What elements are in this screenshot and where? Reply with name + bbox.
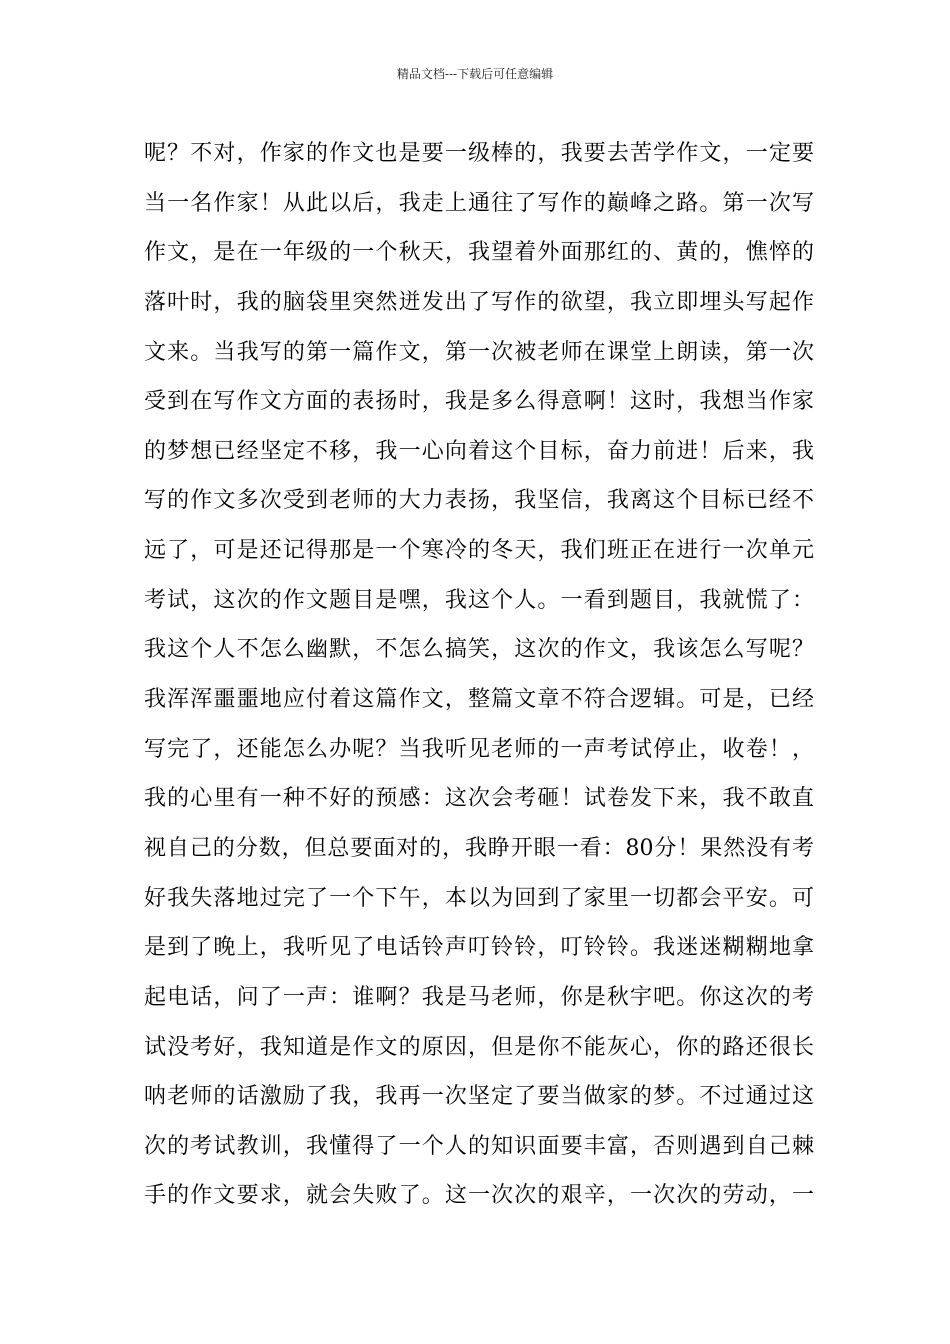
text-line: 写的作文多次受到老师的大力表扬，我坚信，我离这个目标已经不 [144,488,814,514]
text-line: 我的心里有一种不好的预感：这次会考砸！试卷发下来，我不敢直 [144,786,814,812]
text-line: 是到了晚上，我听见了电话铃声叮铃铃，叮铃铃。我迷迷糊糊地拿 [144,935,814,961]
text-line: 我这个人不怎么幽默，不怎么搞笑，这次的作文，我该怎么写呢？ [144,637,814,663]
text-line: 我浑浑噩噩地应付着这篇作文，整篇文章不符合逻辑。可是，已经 [144,687,814,713]
text-line: 受到在写作文方面的表扬时，我是多么得意啊！这时，我想当作家 [144,389,814,415]
text-line: 呢？不对，作家的作文也是要一级棒的，我要去苦学作文，一定要 [144,141,814,166]
text-line: 远了，可是还记得那是一个寒冷的冬天，我们班正在进行一次单元 [144,538,814,564]
body-text [144,129,814,1221]
text-line: 次的考试教训，我懂得了一个人的知识面要丰富，否则遇到自己棘 [144,1133,814,1159]
text-line: 试没考好，我知道是作文的原因，但是你不能灰心，你的路还很长 [144,1034,814,1060]
page-header: 精品文档---下载后可任意编辑 [396,67,554,81]
text-line: 呐老师的话激励了我，我再一次坚定了要当做家的梦。不过通过这 [144,1084,814,1110]
text-line: 当一名作家！从此以后，我走上通往了写作的巅峰之路。第一次写 [144,190,814,216]
text-line: 考试，这次的作文题目是嘿，我这个人。一看到题目，我就慌了： [144,587,814,613]
text-line: 写完了，还能怎么办呢？当我听见老师的一声考试停止，收卷！， [144,736,814,762]
text-line: 落叶时，我的脑袋里突然迸发出了写作的欲望，我立即埋头写起作 [144,289,814,315]
text-line: 作文，是在一年级的一个秋天，我望着外面那红的、黄的，憔悴的 [144,240,814,266]
text-line: 的梦想已经坚定不移，我一心向着这个目标，奋力前进！后来，我 [144,438,814,464]
text-line: 起电话，问了一声：谁啊？我是马老师，你是秋宇吧。你这次的考 [144,984,814,1010]
text-line: 好我失落地过完了一个下午，本以为回到了家里一切都会平安。可 [144,885,814,911]
text-line: 手的作文要求，就会失败了。这一次次的艰辛，一次次的劳动，一 [144,1183,814,1209]
text-line: 文来。当我写的第一篇作文，第一次被老师在课堂上朗读，第一次 [144,339,814,365]
text-line: 视自己的分数，但总要面对的，我睁开眼一看：80分！果然没有考 [144,835,814,861]
